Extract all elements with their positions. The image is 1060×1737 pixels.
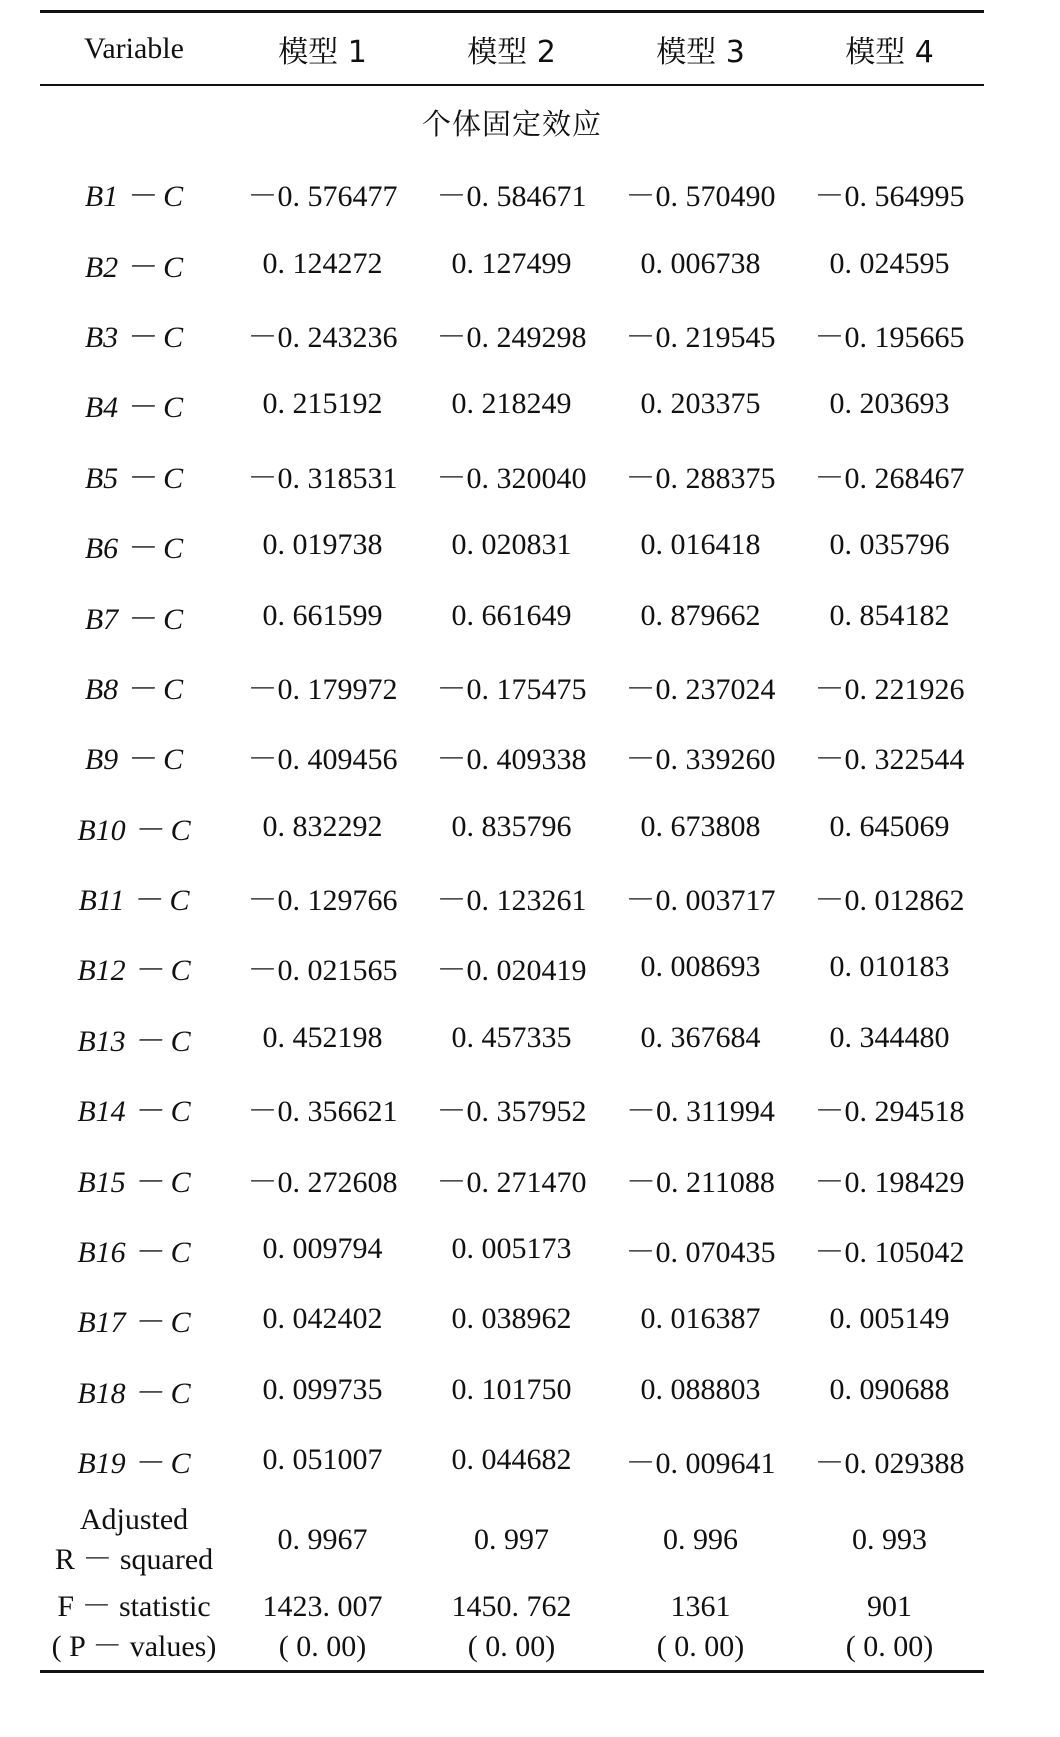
coefficient-cell-model-3: 0. 006738 <box>640 246 761 280</box>
coefficient-cell-model-3: 0. 879662 <box>640 598 761 632</box>
coefficient-cell-model-3: 0. 016418 <box>640 528 761 562</box>
coefficient-cell-model-1: 0. 042402 <box>262 1302 383 1336</box>
p-value: ( 0. 00) <box>278 1630 367 1664</box>
coefficient-cell-model-2: 0. 101750 <box>451 1372 572 1406</box>
f-value: 1423. 007 <box>262 1590 383 1624</box>
coefficient-cell-model-2: －0. 020419 <box>436 954 587 988</box>
coefficient-cell-model-4: 0. 645069 <box>829 809 950 843</box>
f-statistic-model-3 <box>606 1584 795 1672</box>
coefficient-cell-model-2: －0. 320040 <box>436 461 587 495</box>
coefficient-cell-model-3: 0. 673808 <box>640 809 761 843</box>
coefficient-cell-model-4: －0. 012862 <box>814 884 965 918</box>
coefficient-cell-model-1: －0. 021565 <box>247 954 398 988</box>
variable-cell: B6 － C <box>84 532 184 566</box>
coefficient-cell-model-3: 0. 367684 <box>640 1020 761 1054</box>
table-row <box>40 1143 984 1213</box>
variable-cell: B2 － C <box>84 250 184 284</box>
coefficient-cell-model-3: －0. 288375 <box>625 461 776 495</box>
coefficient-cell-model-2: 0. 020831 <box>451 528 572 562</box>
f-value: 1361 <box>670 1590 731 1624</box>
coefficient-cell-model-2: 0. 218249 <box>451 387 572 421</box>
variable-cell: B12 － C <box>77 954 191 988</box>
coefficient-cell-model-2: －0. 584671 <box>436 180 587 214</box>
coefficient-cell-model-3: 0. 203375 <box>640 387 761 421</box>
coefficient-cell-model-3: －0. 219545 <box>625 320 776 354</box>
f-value: 901 <box>867 1590 912 1624</box>
coefficient-cell-model-4: －0. 564995 <box>814 180 965 214</box>
coefficient-cell-model-1: 0. 051007 <box>262 1443 383 1477</box>
coefficient-cell-model-2: 0. 044682 <box>451 1443 572 1477</box>
coefficient-cell-model-4: －0. 105042 <box>814 1236 965 1270</box>
coefficient-cell-model-1: 0. 452198 <box>262 1020 383 1054</box>
coefficient-cell-model-4: 0. 005149 <box>829 1302 950 1336</box>
coefficient-cell-model-2: 0. 835796 <box>451 809 572 843</box>
coefficient-cell-model-4: 0. 035796 <box>829 528 950 562</box>
p-value: ( 0. 00) <box>656 1630 745 1664</box>
variable-cell: B9 － C <box>84 743 184 777</box>
coefficient-cell-model-1: 0. 124272 <box>262 246 383 280</box>
variable-cell: B4 － C <box>84 391 184 425</box>
table-row <box>40 1284 984 1354</box>
p-value: ( 0. 00) <box>467 1630 556 1664</box>
variable-cell: B10 － C <box>77 813 191 847</box>
coefficient-cell-model-4: －0. 221926 <box>814 672 965 706</box>
adjusted-r2-model-3: 0. 996 <box>663 1522 738 1556</box>
coefficient-cell-model-2: 0. 127499 <box>451 246 572 280</box>
variable-cell: B5 － C <box>84 461 184 495</box>
table-row <box>40 651 984 721</box>
coefficient-cell-model-1: 0. 661599 <box>262 598 383 632</box>
model-4-header: 模型 4 <box>795 12 984 86</box>
adjusted-r2-model-2: 0. 997 <box>474 1522 549 1556</box>
coefficient-cell-model-2: －0. 409338 <box>436 743 587 777</box>
table-body <box>40 85 984 1672</box>
table-row <box>40 1073 984 1143</box>
coefficient-cell-model-2: －0. 175475 <box>436 672 587 706</box>
coefficient-cell-model-1: －0. 129766 <box>247 884 398 918</box>
section-row <box>40 85 984 158</box>
header-row <box>40 12 984 86</box>
coefficient-cell-model-1: 0. 832292 <box>262 809 383 843</box>
f-statistic-label <box>40 1584 228 1672</box>
coefficient-cell-model-4: －0. 029388 <box>814 1447 965 1481</box>
coefficient-cell-model-4: 0. 344480 <box>829 1020 950 1054</box>
coefficient-cell-model-1: －0. 409456 <box>247 743 398 777</box>
coefficient-cell-model-1: －0. 272608 <box>247 1165 398 1199</box>
f-statistic-label-line1: F － statistic <box>57 1590 211 1624</box>
coefficient-cell-model-1: －0. 356621 <box>247 1095 398 1129</box>
f-value: 1450. 762 <box>451 1590 572 1624</box>
coefficient-cell-model-4: 0. 854182 <box>829 598 950 632</box>
model-3-header: 模型 3 <box>606 12 795 86</box>
coefficient-cell-model-2: 0. 661649 <box>451 598 572 632</box>
variable-header: Variable <box>40 12 228 86</box>
adjusted-r2-label-line1: Adjusted <box>79 1502 189 1536</box>
coefficient-cell-model-4: －0. 195665 <box>814 320 965 354</box>
variable-cell: B3 － C <box>84 320 184 354</box>
variable-cell: B7 － C <box>84 602 184 636</box>
coefficient-cell-model-3: －0. 211088 <box>626 1165 775 1199</box>
coefficient-cell-model-1: －0. 576477 <box>247 180 398 214</box>
coefficient-cell-model-2: －0. 271470 <box>436 1165 587 1199</box>
coefficient-cell-model-2: －0. 357952 <box>436 1095 587 1129</box>
variable-cell: B11 － C <box>78 884 190 918</box>
table-row <box>40 932 984 1002</box>
section-label: 个体固定效应 <box>421 106 602 141</box>
coefficient-cell-model-4: 0. 203693 <box>829 387 950 421</box>
variable-cell: B13 － C <box>77 1024 191 1058</box>
coefficient-cell-model-3: 0. 008693 <box>640 950 761 984</box>
variable-cell: B15 － C <box>77 1165 191 1199</box>
coefficient-cell-model-1: 0. 009794 <box>262 1232 383 1266</box>
coefficient-cell-model-3: －0. 311994 <box>626 1095 775 1129</box>
coefficient-cell-model-1: －0. 179972 <box>247 672 398 706</box>
table-row <box>40 1214 984 1284</box>
adjusted-r2-label-line2: R － squared <box>54 1542 214 1576</box>
table-row <box>40 1425 984 1495</box>
table-row <box>40 1355 984 1425</box>
variable-cell: B14 － C <box>77 1095 191 1129</box>
f-statistic-model-2 <box>417 1584 606 1672</box>
coefficient-cell-model-3: －0. 339260 <box>625 743 776 777</box>
coefficient-cell-model-2: －0. 123261 <box>436 884 587 918</box>
model-1-header: 模型 1 <box>228 12 417 86</box>
p-value: ( 0. 00) <box>845 1630 934 1664</box>
coefficient-cell-model-3: －0. 237024 <box>625 672 776 706</box>
adjusted-r2-label <box>40 1495 228 1584</box>
adjusted-r2-model-1: 0. 9967 <box>277 1522 368 1556</box>
table-row <box>40 158 984 228</box>
coefficient-cell-model-4: －0. 294518 <box>814 1095 965 1129</box>
f-statistic-label-line2: ( P － values) <box>51 1630 217 1664</box>
coefficient-cell-model-1: 0. 019738 <box>262 528 383 562</box>
variable-cell: B16 － C <box>77 1236 191 1270</box>
coefficient-cell-model-1: 0. 099735 <box>262 1372 383 1406</box>
coefficient-cell-model-2: 0. 038962 <box>451 1302 572 1336</box>
coefficient-cell-model-4: －0. 198429 <box>814 1165 965 1199</box>
f-statistic-model-1 <box>228 1584 417 1672</box>
coefficient-cell-model-3: －0. 009641 <box>625 1447 776 1481</box>
coefficient-cell-model-2: 0. 457335 <box>451 1020 572 1054</box>
regression-table <box>40 10 984 1673</box>
table-row <box>40 228 984 298</box>
table-row <box>40 1003 984 1073</box>
variable-cell: B18 － C <box>77 1376 191 1410</box>
variable-cell: B1 － C <box>84 180 184 214</box>
variable-cell: B17 － C <box>77 1306 191 1340</box>
table-row <box>40 510 984 580</box>
coefficient-cell-model-4: －0. 322544 <box>814 743 965 777</box>
variable-cell: B8 － C <box>84 672 184 706</box>
adjusted-r2-model-4: 0. 993 <box>852 1522 927 1556</box>
coefficient-cell-model-1: －0. 318531 <box>247 461 398 495</box>
coefficient-cell-model-3: －0. 570490 <box>625 180 776 214</box>
table-row <box>40 580 984 650</box>
coefficient-cell-model-3: 0. 016387 <box>640 1302 761 1336</box>
coefficient-cell-model-1: －0. 243236 <box>247 320 398 354</box>
adjusted-r2-row <box>40 1495 984 1584</box>
f-statistic-row <box>40 1584 984 1672</box>
coefficient-cell-model-2: －0. 249298 <box>436 320 587 354</box>
table-row <box>40 862 984 932</box>
coefficient-cell-model-4: 0. 090688 <box>829 1372 950 1406</box>
coefficient-cell-model-3: 0. 088803 <box>640 1372 761 1406</box>
coefficient-cell-model-4: －0. 268467 <box>814 461 965 495</box>
coefficient-cell-model-3: －0. 003717 <box>625 884 776 918</box>
coefficient-cell-model-2: 0. 005173 <box>451 1232 572 1266</box>
coefficient-cell-model-4: 0. 010183 <box>829 950 950 984</box>
table-row <box>40 369 984 439</box>
variable-cell: B19 － C <box>77 1447 191 1481</box>
table-row <box>40 440 984 510</box>
f-statistic-model-4 <box>795 1584 984 1672</box>
coefficient-cell-model-3: －0. 070435 <box>625 1236 776 1270</box>
model-2-header: 模型 2 <box>417 12 606 86</box>
table-row <box>40 299 984 369</box>
coefficient-cell-model-4: 0. 024595 <box>829 246 950 280</box>
table-row <box>40 721 984 791</box>
table-row <box>40 792 984 862</box>
coefficient-cell-model-1: 0. 215192 <box>262 387 383 421</box>
